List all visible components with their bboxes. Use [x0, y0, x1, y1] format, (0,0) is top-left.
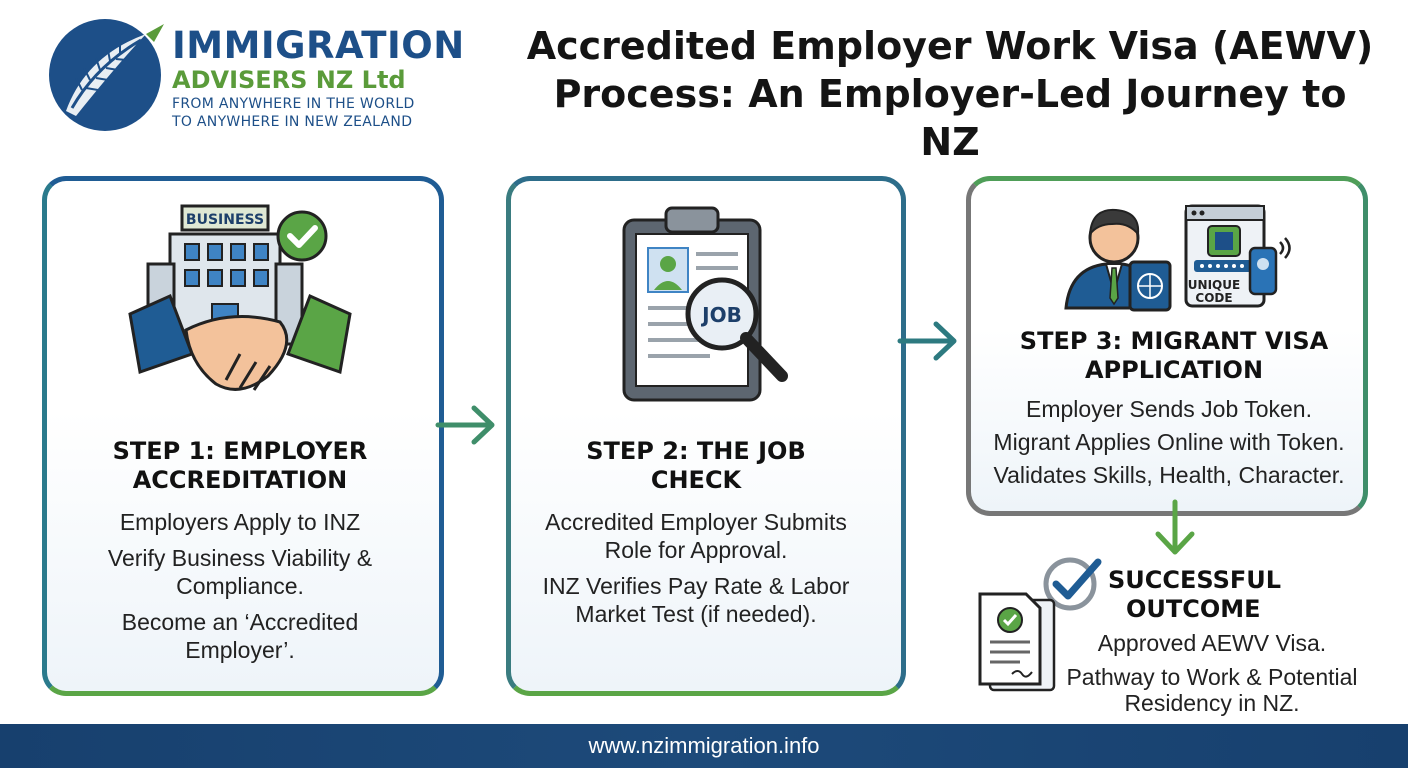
- logo-name-line1: IMMIGRATION: [172, 24, 465, 67]
- outcome-item: Pathway to Work & Potential Residency in NZ.: [1066, 664, 1358, 716]
- step1-body: [80, 508, 400, 672]
- job-magnifier-label: JOB: [702, 303, 742, 327]
- step1-title: STEP 1: EMPLOYER ACCREDITATION: [112, 437, 368, 494]
- fern-logo-icon: [46, 16, 164, 134]
- step3-item: Validates Skills, Health, Character.: [993, 462, 1345, 488]
- approved-document-icon: [976, 590, 1060, 694]
- arrow-right-icon: [436, 400, 500, 450]
- migrant-passport-icon: [1062, 202, 1182, 310]
- logo-tagline-line2: TO ANYWHERE IN NEW ZEALAND: [172, 114, 413, 130]
- job-clipboard-icon: [620, 206, 800, 406]
- footer-bar: [0, 724, 1408, 768]
- business-sign-label: BUSINESS: [185, 212, 265, 228]
- business-handshake-icon: [130, 204, 350, 414]
- step1-item: Become an ‘Accredited Employer’.: [121, 609, 359, 663]
- page-title: [520, 22, 1380, 166]
- arrow-down-icon: [1150, 500, 1200, 558]
- outcome-title: SUCCESSFUL OUTCOME: [1108, 566, 1282, 623]
- unique-code-label-line1: UNIQUE: [1187, 278, 1241, 292]
- logo-name-line2: ADVISERS NZ Ltd: [172, 66, 406, 94]
- unique-code-device-icon: [1184, 204, 1296, 310]
- step3-body: [984, 394, 1354, 490]
- title-line2: Process: An Employer-Led Journey to NZ: [553, 72, 1347, 164]
- step3-title: STEP 3: MIGRANT VISA APPLICATION: [1019, 327, 1329, 384]
- arrow-right-icon: [898, 316, 962, 366]
- step2-item: INZ Verifies Pay Rate & Labor Market Test (if needed).: [542, 573, 850, 627]
- unique-code-label-line2: CODE: [1195, 291, 1233, 305]
- step2-item: Accredited Employer Submits Role for Approval.: [545, 509, 847, 563]
- outcome-item: Approved AEWV Visa.: [1097, 630, 1327, 656]
- step3-item: Migrant Applies Online with Token.: [993, 429, 1345, 455]
- step3-item: Employer Sends Job Token.: [1026, 396, 1312, 422]
- footer-url-link[interactable]: www.nzimmigration.info: [588, 733, 820, 758]
- step2-body: [526, 508, 866, 636]
- step2-title: STEP 2: THE JOB CHECK: [586, 437, 806, 494]
- step1-item: Verify Business Viability & Compliance.: [107, 545, 373, 599]
- logo-tagline-line1: FROM ANYWHERE IN THE WORLD: [172, 96, 415, 112]
- step1-item: Employers Apply to INZ: [119, 509, 361, 535]
- title-line1: Accredited Employer Work Visa (AEWV): [526, 24, 1374, 68]
- outcome-body: [1062, 630, 1362, 716]
